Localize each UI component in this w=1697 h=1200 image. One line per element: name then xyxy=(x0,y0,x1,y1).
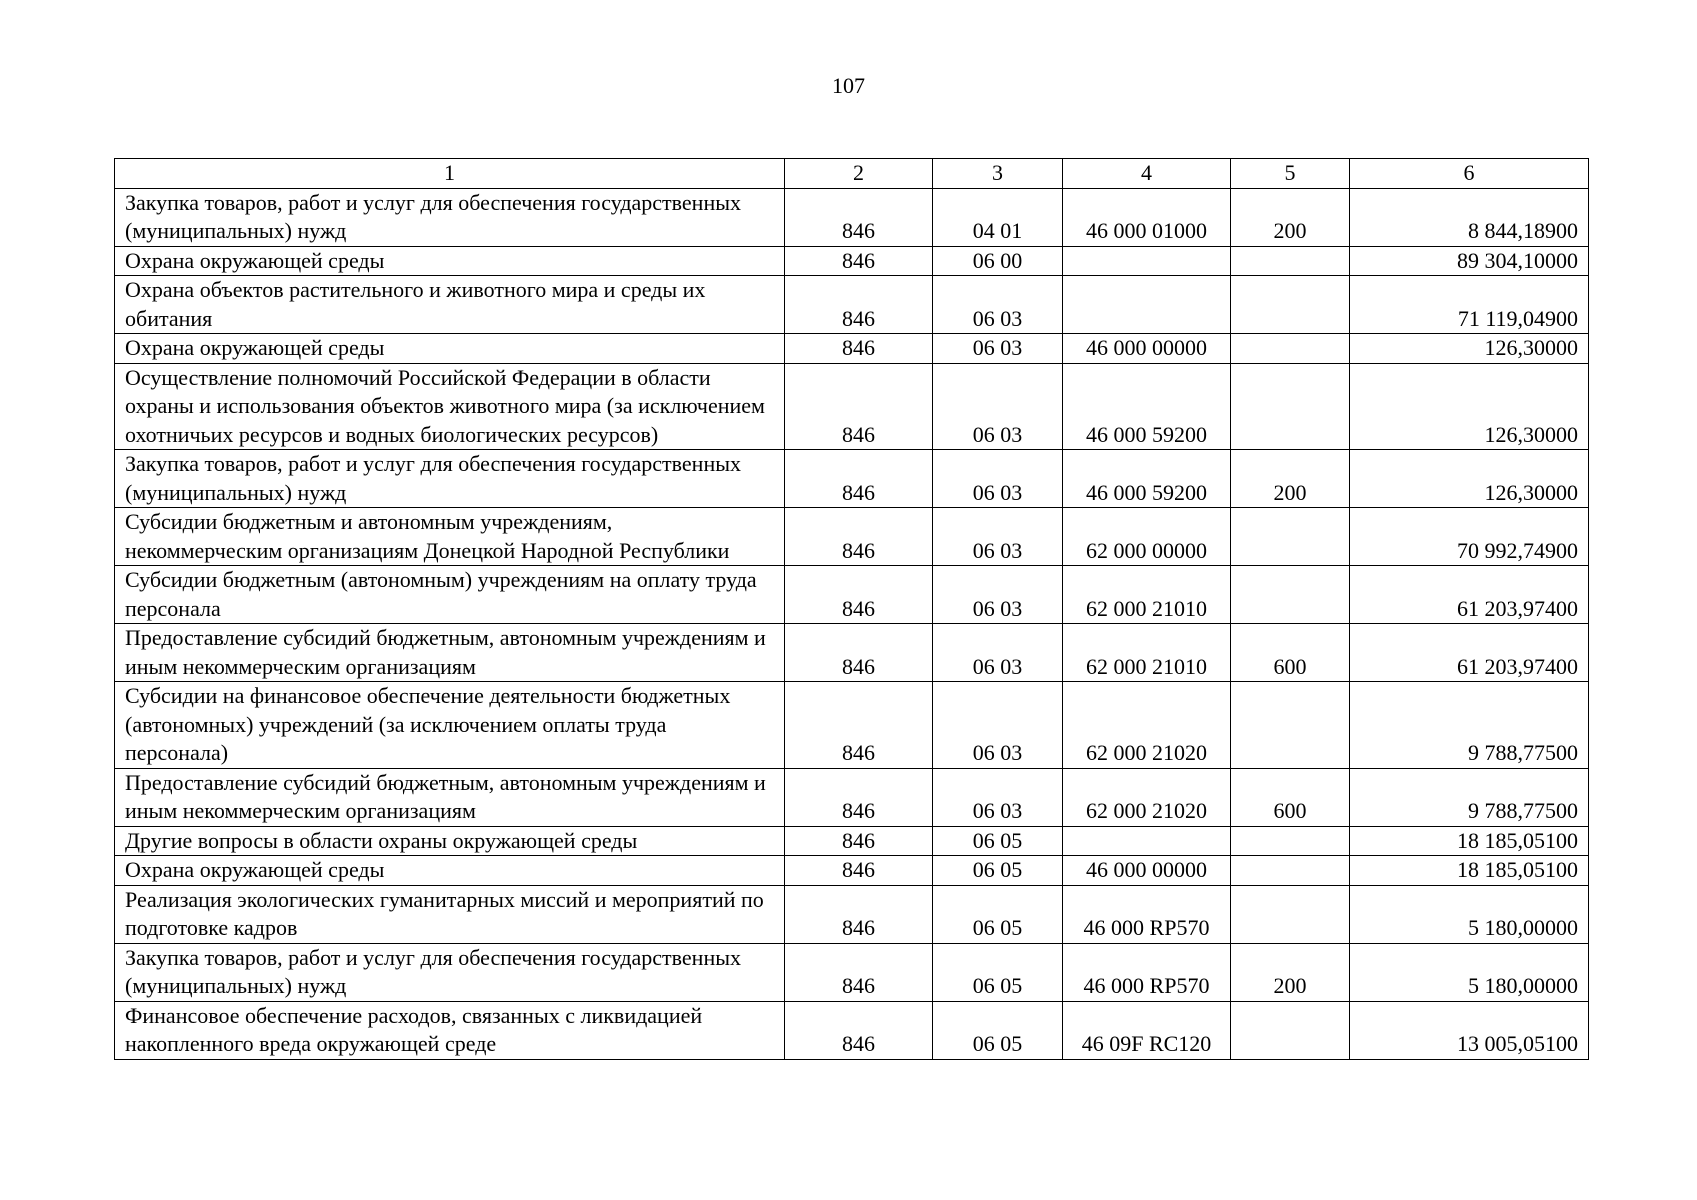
expense-type-cell xyxy=(1231,334,1350,364)
table-row xyxy=(115,1001,1589,1059)
row-name-cell: Охрана объектов растительного и животного мира и среды их обитания xyxy=(115,276,785,334)
row-name-cell: Субсидии бюджетным и автономным учреждениям, некоммерческим организациям Донецкой Народной Республики xyxy=(115,508,785,566)
table-row xyxy=(115,450,1589,508)
department-code-cell: 846 xyxy=(785,885,933,943)
target-article-cell: 46 09F RC120 xyxy=(1063,1001,1231,1059)
department-code-cell: 846 xyxy=(785,334,933,364)
amount-cell: 126,30000 xyxy=(1350,450,1589,508)
table-row xyxy=(115,624,1589,682)
department-code-cell: 846 xyxy=(785,246,933,276)
row-name-cell: Предоставление субсидий бюджетным, автономным учреждениям и иным некоммерческим организациям xyxy=(115,624,785,682)
section-code-cell: 06 03 xyxy=(933,682,1063,769)
target-article-cell: 62 000 21010 xyxy=(1063,566,1231,624)
department-code-cell: 846 xyxy=(785,1001,933,1059)
expense-type-cell: 200 xyxy=(1231,188,1350,246)
table-row xyxy=(115,856,1589,886)
expense-type-cell: 200 xyxy=(1231,450,1350,508)
row-name-cell: Осуществление полномочий Российской Федерации в области охраны и использования объектов животного мира (за исключением охотничьих ресурсов и водных биологических ресурсов) xyxy=(115,363,785,450)
column-header-5: 5 xyxy=(1231,159,1350,189)
department-code-cell: 846 xyxy=(785,768,933,826)
target-article-cell: 62 000 21010 xyxy=(1063,624,1231,682)
expense-type-cell: 600 xyxy=(1231,768,1350,826)
section-code-cell: 06 03 xyxy=(933,624,1063,682)
table-row xyxy=(115,943,1589,1001)
amount-cell: 9 788,77500 xyxy=(1350,682,1589,769)
amount-cell: 61 203,97400 xyxy=(1350,566,1589,624)
section-code-cell: 06 03 xyxy=(933,768,1063,826)
target-article-cell: 46 000 01000 xyxy=(1063,188,1231,246)
expense-type-cell xyxy=(1231,276,1350,334)
target-article-cell: 46 000 59200 xyxy=(1063,363,1231,450)
department-code-cell: 846 xyxy=(785,826,933,856)
target-article-cell: 46 000 RP570 xyxy=(1063,943,1231,1001)
amount-cell: 5 180,00000 xyxy=(1350,943,1589,1001)
expense-type-cell xyxy=(1231,363,1350,450)
department-code-cell: 846 xyxy=(785,508,933,566)
amount-cell: 126,30000 xyxy=(1350,334,1589,364)
expense-type-cell xyxy=(1231,246,1350,276)
expense-type-cell xyxy=(1231,508,1350,566)
row-name-cell: Закупка товаров, работ и услуг для обеспечения государственных (муниципальных) нужд xyxy=(115,188,785,246)
table-row xyxy=(115,188,1589,246)
row-name-cell: Предоставление субсидий бюджетным, автономным учреждениям и иным некоммерческим организациям xyxy=(115,768,785,826)
budget-table xyxy=(114,158,1589,1060)
expense-type-cell xyxy=(1231,566,1350,624)
column-header-6: 6 xyxy=(1350,159,1589,189)
section-code-cell: 06 05 xyxy=(933,885,1063,943)
department-code-cell: 846 xyxy=(785,682,933,769)
row-name-cell: Субсидии бюджетным (автономным) учреждениям на оплату труда персонала xyxy=(115,566,785,624)
column-header-3: 3 xyxy=(933,159,1063,189)
target-article-cell: 46 000 RP570 xyxy=(1063,885,1231,943)
expense-type-cell xyxy=(1231,826,1350,856)
section-code-cell: 06 03 xyxy=(933,566,1063,624)
expense-type-cell xyxy=(1231,1001,1350,1059)
row-name-cell: Финансовое обеспечение расходов, связанных с ликвидацией накопленного вреда окружающей среде xyxy=(115,1001,785,1059)
amount-cell: 89 304,10000 xyxy=(1350,246,1589,276)
row-name-cell: Реализация экологических гуманитарных миссий и мероприятий по подготовке кадров xyxy=(115,885,785,943)
department-code-cell: 846 xyxy=(785,856,933,886)
amount-cell: 70 992,74900 xyxy=(1350,508,1589,566)
target-article-cell: 46 000 00000 xyxy=(1063,856,1231,886)
section-code-cell: 06 05 xyxy=(933,1001,1063,1059)
column-header-4: 4 xyxy=(1063,159,1231,189)
table-row xyxy=(115,508,1589,566)
amount-cell: 13 005,05100 xyxy=(1350,1001,1589,1059)
section-code-cell: 04 01 xyxy=(933,188,1063,246)
target-article-cell: 62 000 21020 xyxy=(1063,768,1231,826)
header-row xyxy=(115,159,1589,189)
section-code-cell: 06 03 xyxy=(933,276,1063,334)
expense-type-cell xyxy=(1231,856,1350,886)
department-code-cell: 846 xyxy=(785,566,933,624)
row-name-cell: Закупка товаров, работ и услуг для обеспечения государственных (муниципальных) нужд xyxy=(115,450,785,508)
amount-cell: 8 844,18900 xyxy=(1350,188,1589,246)
section-code-cell: 06 05 xyxy=(933,826,1063,856)
target-article-cell: 46 000 00000 xyxy=(1063,334,1231,364)
department-code-cell: 846 xyxy=(785,188,933,246)
amount-cell: 5 180,00000 xyxy=(1350,885,1589,943)
amount-cell: 71 119,04900 xyxy=(1350,276,1589,334)
table-body xyxy=(115,188,1589,1059)
expense-type-cell xyxy=(1231,885,1350,943)
department-code-cell: 846 xyxy=(785,450,933,508)
target-article-cell xyxy=(1063,826,1231,856)
amount-cell: 18 185,05100 xyxy=(1350,826,1589,856)
section-code-cell: 06 05 xyxy=(933,943,1063,1001)
expense-type-cell: 200 xyxy=(1231,943,1350,1001)
expense-type-cell xyxy=(1231,682,1350,769)
target-article-cell xyxy=(1063,276,1231,334)
table-row xyxy=(115,885,1589,943)
table-row xyxy=(115,246,1589,276)
department-code-cell: 846 xyxy=(785,943,933,1001)
table-row xyxy=(115,682,1589,769)
row-name-cell: Охрана окружающей среды xyxy=(115,334,785,364)
section-code-cell: 06 03 xyxy=(933,363,1063,450)
column-header-1: 1 xyxy=(115,159,785,189)
target-article-cell xyxy=(1063,246,1231,276)
target-article-cell: 62 000 00000 xyxy=(1063,508,1231,566)
table-row xyxy=(115,566,1589,624)
section-code-cell: 06 03 xyxy=(933,450,1063,508)
section-code-cell: 06 05 xyxy=(933,856,1063,886)
department-code-cell: 846 xyxy=(785,363,933,450)
section-code-cell: 06 00 xyxy=(933,246,1063,276)
column-header-2: 2 xyxy=(785,159,933,189)
department-code-cell: 846 xyxy=(785,276,933,334)
amount-cell: 61 203,97400 xyxy=(1350,624,1589,682)
table-row xyxy=(115,334,1589,364)
row-name-cell: Охрана окружающей среды xyxy=(115,246,785,276)
row-name-cell: Закупка товаров, работ и услуг для обеспечения государственных (муниципальных) нужд xyxy=(115,943,785,1001)
department-code-cell: 846 xyxy=(785,624,933,682)
section-code-cell: 06 03 xyxy=(933,334,1063,364)
row-name-cell: Охрана окружающей среды xyxy=(115,856,785,886)
amount-cell: 9 788,77500 xyxy=(1350,768,1589,826)
page-number: 107 xyxy=(832,73,865,98)
table-row xyxy=(115,363,1589,450)
table-row xyxy=(115,276,1589,334)
row-name-cell: Другие вопросы в области охраны окружающей среды xyxy=(115,826,785,856)
table-row xyxy=(115,768,1589,826)
amount-cell: 126,30000 xyxy=(1350,363,1589,450)
expense-type-cell: 600 xyxy=(1231,624,1350,682)
amount-cell: 18 185,05100 xyxy=(1350,856,1589,886)
table-row xyxy=(115,826,1589,856)
target-article-cell: 62 000 21020 xyxy=(1063,682,1231,769)
section-code-cell: 06 03 xyxy=(933,508,1063,566)
target-article-cell: 46 000 59200 xyxy=(1063,450,1231,508)
row-name-cell: Субсидии на финансовое обеспечение деятельности бюджетных (автономных) учреждений (за исключением оплаты труда персонала) xyxy=(115,682,785,769)
